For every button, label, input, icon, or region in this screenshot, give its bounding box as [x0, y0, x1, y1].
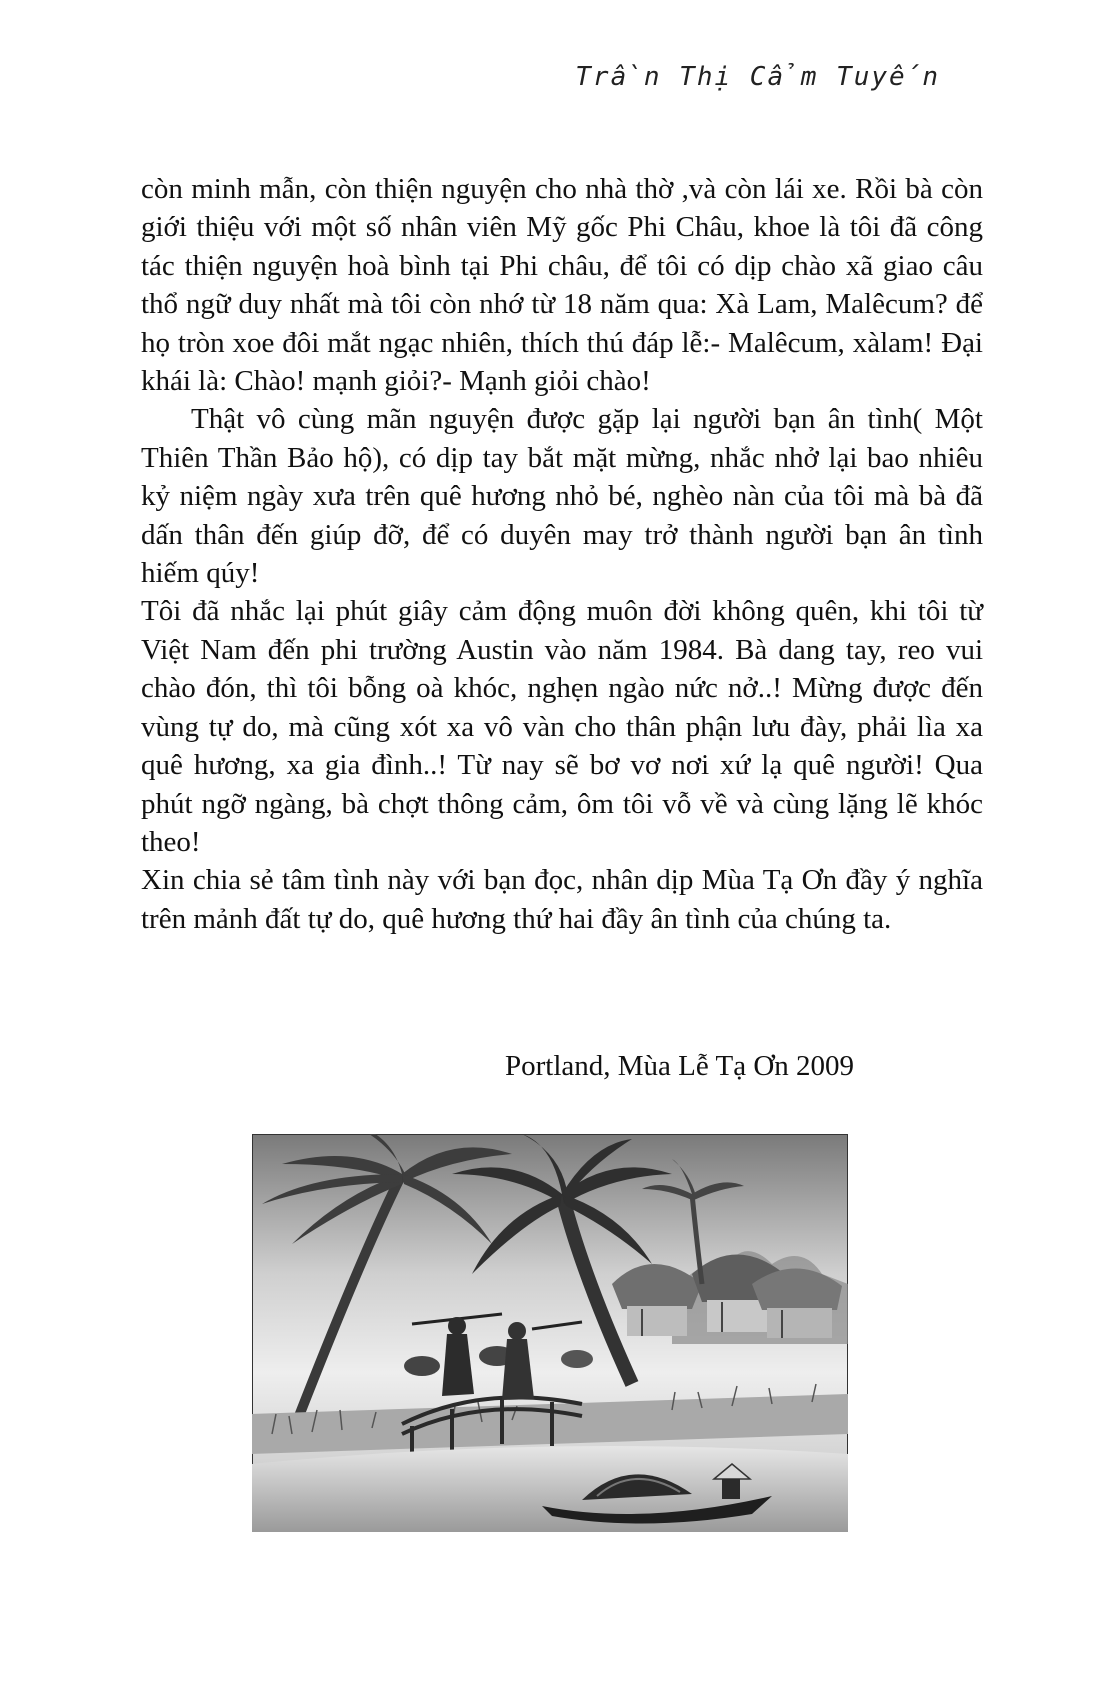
body-text — [141, 170, 983, 938]
paragraph-airport-memory: Tôi đã nhắc lại phút giây cảm động muôn đời không quên, khi tôi từ Việt Nam đến phi trường Austin vào năm 1984. Bà dang tay, reo vui chào đón, thì tôi bỗng oà khóc, nghẹn ngào nức nở..! Mừng được đến vùng tự do, mà cũng xót xa vô vàn cho thân phận lưu đày, phải lìa xa quê hương, xa gia đình..! Từ nay sẽ bơ vơ nơi xứ lạ quê người! Qua phút ngỡ ngàng, bà chợt thông cảm, ôm tôi vỗ về và cùng lặng lẽ khóc theo! — [141, 595, 983, 858]
paragraph-continuation: còn minh mẫn, còn thiện nguyện cho nhà thờ ,và còn lái xe. Rồi bà còn giới thiệu với một số nhân viên Mỹ gốc Phi Châu, khoe là tôi đã công tác thiện nguyện hoà bình tại Phi châu, để tôi có dịp chào xã giao câu thổ ngữ duy nhất mà tôi còn nhớ từ 18 năm qua: Xà Lam, Malêcum? để họ tròn xoe đôi mắt ngạc nhiên, thích thú đáp lễ:- Malêcum, xàlam! Đại khái là: Chào! mạnh giỏi?- Mạnh giỏi chào! — [141, 173, 983, 398]
paragraph-closing: Xin chia sẻ tâm tình này với bạn đọc, nhân dịp Mùa Tạ Ơn đầy ý nghĩa trên mảnh đất tự do, quê hương thứ hai đầy ân tình của chúng ta. — [141, 864, 983, 935]
paragraph-reunion: Thật vô cùng mãn nguyện được gặp lại người bạn ân tình( Một Thiên Thần Bảo hộ), có dịp tay bắt mặt mừng, nhắc nhở lại bao nhiêu kỷ niệm ngày xưa trên quê hương nhỏ bé, nghèo nàn của tôi mà bà đã dấn thân đến giúp đỡ, để có duyên may trở thành người bạn ân tình hiếm qúy! — [141, 403, 983, 590]
place-date-signature: Portland, Mùa Lễ Tạ Ơn 2009 — [505, 1050, 855, 1082]
village-river-illustration — [252, 1134, 848, 1532]
running-header: Trần Thị Cẩm Tuyến — [575, 62, 940, 92]
river-water — [252, 1446, 848, 1532]
